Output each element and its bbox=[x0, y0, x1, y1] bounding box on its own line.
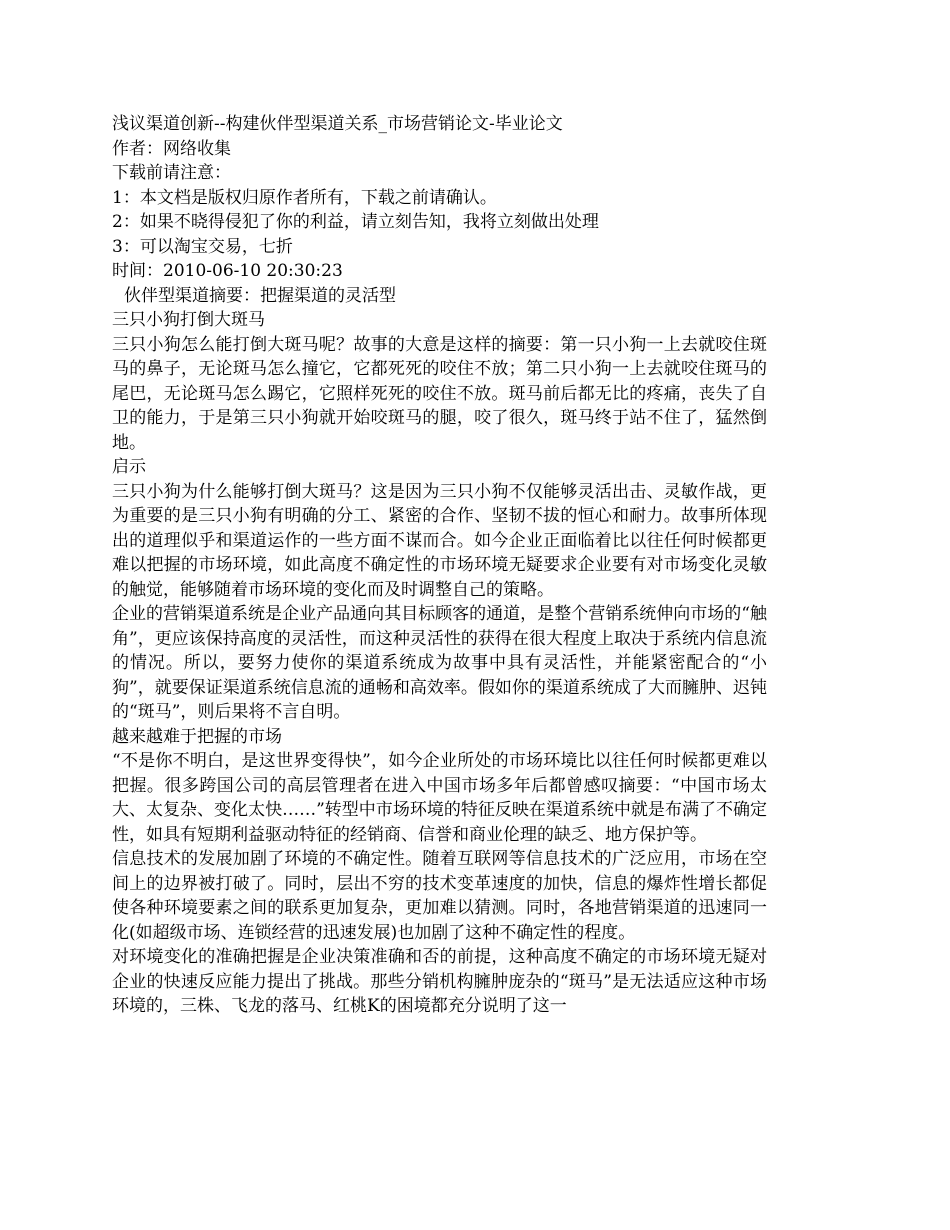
note-2: 2：如果不晓得侵犯了你的利益，请立刻告知，我将立刻做出处理 bbox=[112, 212, 599, 232]
section-heading-insight: 启示 bbox=[112, 457, 146, 477]
download-notice: 下载前请注意： bbox=[112, 163, 231, 183]
section-paragraph-market-1: “不是你不明白，是这世界变得快”，如今企业所处的市场环境比以往任何时候都更难以把握。很多跨国公司的高层管理者在进入中国市场多年后都曾感叹摘要：“中国市场太大、太复杂、变化太快……”转型中市场环境的特征反映在渠道系统中就是布满了不确定性，如具有短期利益驱动特征的经销商、信誉和商业伦理的缺乏、地方保护等。 bbox=[112, 751, 767, 845]
document-page bbox=[112, 112, 767, 1019]
section-paragraph-zebra: 三只小狗怎么能打倒大斑马呢？故事的大意是这样的摘要：第一只小狗一上去就咬住斑马的鼻子，无论斑马怎么撞它，它都死死的咬住不放；第二只小狗一上去就咬住斑马的尾巴，无论斑马怎么踢它，它照样死死的咬住不放。斑马前后都无比的疼痛，丧失了自卫的能力，于是第三只小狗就开始咬斑马的腿，咬了很久，斑马终于站不住了，猛然倒地。 bbox=[112, 334, 767, 453]
section-paragraph-market-2: 信息技术的发展加剧了环境的不确定性。随着互联网等信息技术的广泛应用，市场在空间上的边界被打破了。同时，层出不穷的技术变革速度的加快，信息的爆炸性增长都促使各种环境要素之间的联系更加复杂，更加难以猜测。同时，各地营销渠道的迅速同一化(如超级市场、连锁经营的迅速发展)也加剧了这种不确定性的程度。 bbox=[112, 849, 767, 943]
section-paragraph-market-3: 对环境变化的准确把握是企业决策准确和否的前提，这种高度不确定的市场环境无疑对企业的快速反应能力提出了挑战。那些分销机构臃肿庞杂的“斑马”是无法适应这种市场环境的，三株、飞龙的落马、红桃K的困境都充分说明了这一 bbox=[112, 947, 767, 1016]
section-paragraph-insight-2: 企业的营销渠道系统是企业产品通向其目标顾客的通道，是整个营销系统伸向市场的“触角”，更应该保持高度的灵活性，而这种灵活性的获得在很大程度上取决于系统内信息流的情况。所以，要努力使你的渠道系统成为故事中具有灵活性，并能紧密配合的“小狗”，就要保证渠道系统信息流的通畅和高效率。假如你的渠道系统成了大而臃肿、迟钝的“斑马”，则后果将不言自明。 bbox=[112, 604, 767, 722]
author-line: 作者：网络收集 bbox=[112, 138, 231, 159]
section-paragraph-insight-1: 三只小狗为什么能够打倒大斑马？这是因为三只小狗不仅能够灵活出击、灵敏作战，更为重要的是三只小狗有明确的分工、紧密的合作、坚韧不拔的恒心和耐力。故事所体现出的道理似乎和渠道运作的一些方面不谋而合。如今企业正面临着比以往任何时候都更难以把握的市场环境，如此高度不确定性的市场环境无疑要求企业要有对市场变化灵敏的触觉，能够随着市场环境的变化而及时调整自己的策略。 bbox=[112, 481, 767, 600]
note-1: 1：本文档是版权归原作者所有，下载之前请确认。 bbox=[112, 187, 497, 208]
document-title: 浅议渠道创新--构建伙伴型渠道关系_市场营销论文-毕业论文 bbox=[112, 114, 563, 134]
time-line: 时间：2010-06-10 20:30:23 bbox=[112, 261, 343, 281]
section-heading-market: 越来越难于把握的市场 bbox=[112, 726, 282, 747]
note-3: 3：可以淘宝交易，七折 bbox=[112, 236, 293, 257]
section-heading-zebra: 三只小狗打倒大斑马 bbox=[112, 310, 265, 330]
summary-line: 伙伴型渠道摘要：把握渠道的灵活型 bbox=[124, 285, 396, 306]
